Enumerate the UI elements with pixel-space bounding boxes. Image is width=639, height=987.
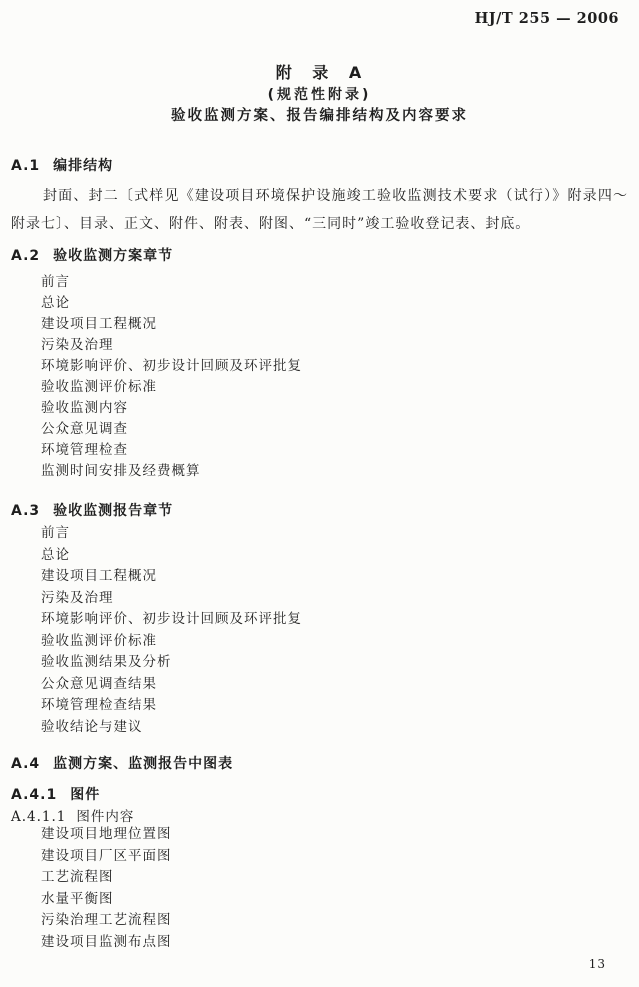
section-a1-paragraph: 封面、封二〔式样见《建设项目环境保护设施竣工验收监测技术要求（试行）》附录四～附录七〕、目录、正文、附件、附表、附图、“三同时”竣工验收登记表、封底。 xyxy=(11,188,628,232)
list-item: 总论 xyxy=(41,546,70,563)
list-item: 验收监测评价标准 xyxy=(41,632,157,649)
list-item: 公众意见调查 xyxy=(41,421,128,437)
list-item: 建设项目厂区平面图 xyxy=(41,847,172,864)
section-a41-heading xyxy=(11,784,100,804)
list-item: 工艺流程图 xyxy=(41,869,114,885)
list-item: 环境影响评价、初步设计回顾及环评批复 xyxy=(41,611,302,627)
section-a411-number: A.4.1.1 xyxy=(11,809,67,825)
section-a2-label: 验收监测方案章节 xyxy=(53,248,174,264)
section-a1-number: A.1 xyxy=(11,158,41,174)
section-a411-label: 图件内容 xyxy=(76,809,135,825)
list-item: 环境管理检查 xyxy=(41,442,128,458)
appendix-type: (规范性附录) xyxy=(267,87,372,103)
doc-code: HJ/T 255 — 2006 xyxy=(474,10,619,27)
section-a4-heading xyxy=(11,753,233,773)
list-item: 建设项目工程概况 xyxy=(41,316,157,332)
list-item: 验收监测结果及分析 xyxy=(41,654,172,670)
section-a4-label: 监测方案、监测报告中图表 xyxy=(53,756,234,772)
list-item: 建设项目工程概况 xyxy=(41,568,157,584)
appendix-title: 附 录 A xyxy=(275,63,364,82)
list-item: 污染治理工艺流程图 xyxy=(41,912,172,928)
list-item: 验收结论与建议 xyxy=(41,718,143,735)
section-a4-number: A.4 xyxy=(11,756,41,772)
list-item: 污染及治理 xyxy=(41,589,114,606)
section-a4-figure-list xyxy=(41,824,172,953)
list-item: 前言 xyxy=(41,525,70,541)
list-item: 建设项目地理位置图 xyxy=(41,826,172,842)
list-item: 环境影响评价、初步设计回顾及环评批复 xyxy=(41,358,302,374)
section-a1-label: 编排结构 xyxy=(53,158,114,174)
section-a41-number: A.4.1 xyxy=(11,787,58,803)
list-item: 验收监测内容 xyxy=(41,400,128,416)
list-item: 前言 xyxy=(41,274,70,290)
section-a3-number: A.3 xyxy=(11,503,41,519)
section-a3-label: 验收监测报告章节 xyxy=(53,503,174,519)
page-number: 13 xyxy=(588,957,606,971)
section-a2-chapter-list xyxy=(41,272,302,482)
section-a411-heading xyxy=(11,805,134,825)
list-item: 建设项目监测布点图 xyxy=(41,933,172,950)
list-item: 污染及治理 xyxy=(41,337,114,353)
section-a2-heading xyxy=(11,245,173,265)
list-item: 水量平衡图 xyxy=(41,890,114,907)
section-a3-chapter-list xyxy=(41,523,302,738)
list-item: 监测时间安排及经费概算 xyxy=(41,463,201,479)
list-item: 验收监测评价标准 xyxy=(41,379,157,395)
list-item: 公众意见调查结果 xyxy=(41,675,157,692)
list-item: 环境管理检查结果 xyxy=(41,697,157,713)
section-a2-number: A.2 xyxy=(11,248,41,264)
appendix-subject: 验收监测方案、报告编排结构及内容要求 xyxy=(171,108,468,124)
section-a1-heading xyxy=(11,155,113,175)
section-a41-label: 图件 xyxy=(70,787,101,803)
list-item: 总论 xyxy=(41,295,70,311)
section-a3-heading xyxy=(11,500,173,520)
